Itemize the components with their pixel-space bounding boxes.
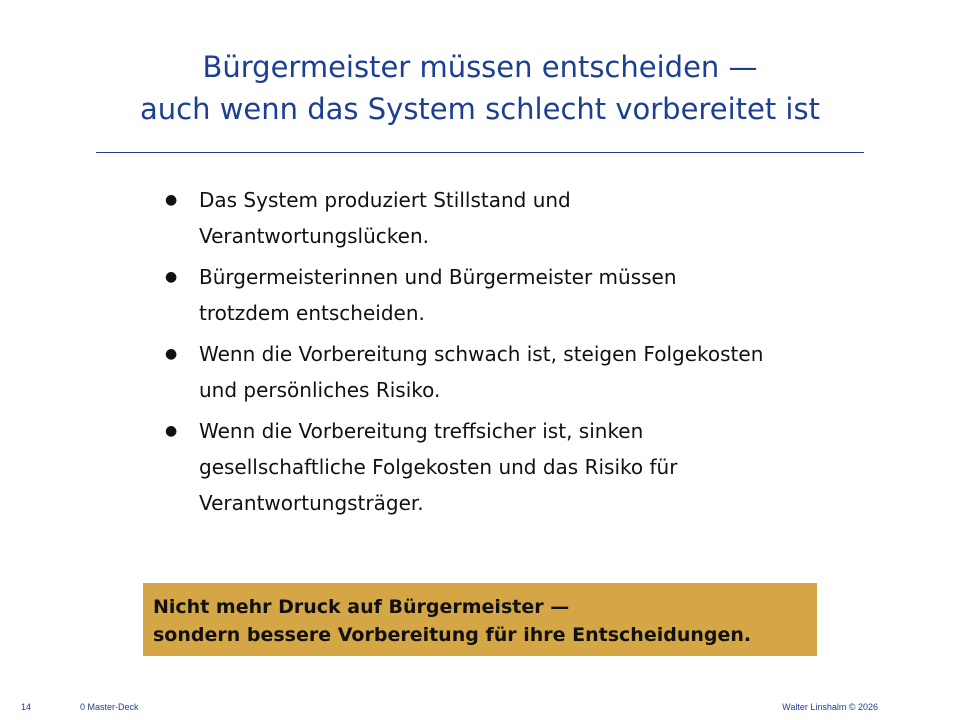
- bullet-list: [163, 182, 833, 526]
- bullet-line: Das System produziert Stillstand und: [199, 188, 571, 212]
- bullet-line: Wenn die Vorbereitung schwach ist, steigen Folgekosten: [199, 342, 764, 366]
- bullet-line: Wenn die Vorbereitung treffsicher ist, sinken: [199, 419, 644, 443]
- callout-line-2: sondern bessere Vorbereitung für ihre Entscheidungen.: [153, 624, 752, 646]
- slide-title: [96, 46, 864, 130]
- slide-title-line-2: auch wenn das System schlecht vorbereitet ist: [140, 92, 820, 126]
- bullet-line: Verantwortungsträger.: [199, 491, 424, 515]
- bullet-dot-icon: ●: [165, 269, 178, 285]
- bullet-line: gesellschaftliche Folgekosten und das Risiko für: [199, 455, 678, 479]
- footer-deck-name: 0 Master-Deck: [80, 702, 139, 712]
- bullet-dot-icon: ●: [165, 423, 178, 439]
- bullet-dot-icon: ●: [165, 346, 178, 362]
- title-divider: [96, 152, 864, 153]
- callout-line-1: Nicht mehr Druck auf Bürgermeister —: [153, 596, 570, 618]
- bullet-line: Verantwortungslücken.: [199, 224, 429, 248]
- bullet-dot-icon: ●: [165, 192, 178, 208]
- bullet-item: [163, 413, 833, 521]
- bullet-line: trotzdem entscheiden.: [199, 301, 425, 325]
- bullet-item: [163, 336, 833, 408]
- bullet-item: [163, 259, 833, 331]
- bullet-line: Bürgermeisterinnen und Bürgermeister müssen: [199, 265, 677, 289]
- footer-author: Walter Linshalm © 2026: [782, 702, 878, 712]
- bullet-line: und persönliches Risiko.: [199, 378, 441, 402]
- slide-title-line-1: Bürgermeister müssen entscheiden —: [202, 50, 758, 84]
- bullet-item: [163, 182, 833, 254]
- footer-page-number: 14: [21, 702, 32, 712]
- callout-box: [143, 583, 817, 656]
